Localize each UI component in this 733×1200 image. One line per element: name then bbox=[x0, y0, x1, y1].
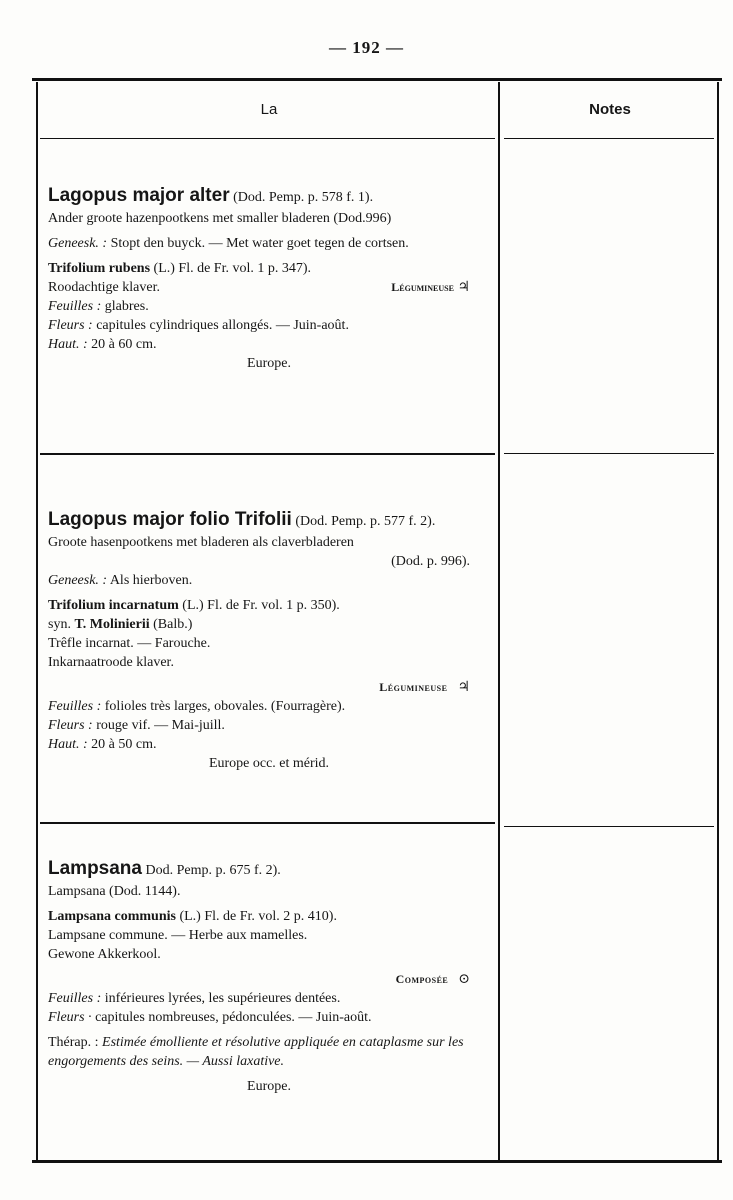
flemish-name: Lampsana (Dod. 1144). bbox=[48, 884, 181, 899]
geneesk-line bbox=[48, 571, 490, 590]
feuilles-text: glabres. bbox=[104, 299, 149, 314]
entry-title: Lagopus major alter bbox=[48, 185, 230, 206]
entry-reference: (Dod. Pemp. p. 577 f. 2). bbox=[295, 514, 436, 529]
feuilles-label: Feuilles : bbox=[48, 699, 102, 714]
synonym-reference: (Balb.) bbox=[153, 617, 193, 632]
geneesk-text: Stopt den buyck. — Met water goet tegen de cortsen. bbox=[110, 236, 409, 251]
section-rule-right-1 bbox=[504, 453, 714, 454]
entry-lagopus-major-alter bbox=[48, 183, 490, 373]
therap-label: Thérap. : bbox=[48, 1035, 99, 1050]
species-name: Lampsana communis bbox=[48, 909, 176, 924]
common-name: Roodachtige klaver. bbox=[48, 280, 160, 295]
right-border bbox=[717, 82, 719, 1162]
species-reference: (L.) Fl. de Fr. vol. 2 p. 410). bbox=[179, 909, 337, 924]
haut-line bbox=[48, 335, 490, 354]
section-rule-left-1 bbox=[40, 453, 495, 455]
synonym-name: T. Molinierii bbox=[74, 617, 150, 632]
common-name-flemish: Inkarnaatroode klaver. bbox=[48, 655, 174, 670]
entry-lampsana bbox=[48, 856, 490, 1096]
region: Europe occ. et mérid. bbox=[208, 756, 330, 771]
feuilles-line bbox=[48, 989, 490, 1008]
common-name-french: Trêfle incarnat. — Farouche. bbox=[48, 636, 211, 651]
entry-title: Lagopus major folio Trifolii bbox=[48, 509, 292, 530]
synonym-line bbox=[48, 615, 490, 634]
feuilles-text: folioles très larges, obovales. (Fourragère). bbox=[104, 699, 346, 714]
section-rule-right-2 bbox=[504, 826, 714, 827]
feuilles-text: inférieures lyrées, les supérieures dentées. bbox=[104, 991, 341, 1006]
species-reference: (L.) Fl. de Fr. vol. 1 p. 350). bbox=[182, 598, 340, 613]
perennial-symbol-icon: ♃ bbox=[457, 280, 470, 295]
synonym-label: syn. bbox=[48, 617, 71, 632]
column-divider bbox=[498, 82, 500, 1162]
fleurs-line bbox=[48, 316, 490, 335]
haut-label: Haut. : bbox=[48, 737, 88, 752]
fleurs-text: capitules cylindriques allongés. — Juin-août. bbox=[96, 318, 349, 333]
family-name: Légumineuse bbox=[379, 680, 448, 694]
region: Europe. bbox=[247, 356, 291, 371]
species-line bbox=[48, 596, 490, 615]
species-name: Trifolium rubens bbox=[48, 261, 151, 276]
fleurs-text: capitules nombreuses, pédonculées. — Juin-août. bbox=[95, 1010, 372, 1025]
column-header-notes: Notes bbox=[589, 101, 631, 118]
fleurs-label: Fleurs : bbox=[48, 318, 93, 333]
geneesk-label: Geneesk. : bbox=[48, 236, 108, 251]
haut-text: 20 à 60 cm. bbox=[91, 337, 157, 352]
fleurs-label: Fleurs : bbox=[48, 718, 93, 733]
top-rule bbox=[32, 78, 722, 81]
flemish-name: Ander groote hazenpootkens met smaller bladeren (Dod.996) bbox=[48, 211, 392, 226]
common-name-french: Lampsane commune. — Herbe aux mamelles. bbox=[48, 928, 308, 943]
perennial-symbol-icon: ♃ bbox=[457, 680, 470, 695]
left-border bbox=[36, 82, 38, 1162]
section-rule-left-2 bbox=[40, 822, 495, 824]
haut-line bbox=[48, 735, 490, 754]
entry-title-line bbox=[48, 856, 490, 882]
flemish-name: Groote hasenpootkens met bladeren als claverbladeren bbox=[48, 535, 354, 550]
entry-title: Lampsana bbox=[48, 858, 142, 879]
feuilles-line bbox=[48, 697, 490, 716]
fleurs-line bbox=[48, 1008, 490, 1027]
family-line bbox=[48, 970, 490, 989]
annual-symbol-icon: ⊙ bbox=[458, 972, 470, 987]
haut-text: 20 à 50 cm. bbox=[91, 737, 157, 752]
species-line bbox=[48, 907, 490, 926]
common-name-flemish: Gewone Akkerkool. bbox=[48, 947, 161, 962]
geneesk-label: Geneesk. : bbox=[48, 573, 108, 588]
fleurs-label: Fleurs · bbox=[48, 1010, 92, 1025]
header-rule-right bbox=[504, 138, 714, 139]
header-rule-left bbox=[40, 138, 495, 139]
entry-reference: (Dod. Pemp. p. 578 f. 1). bbox=[233, 190, 374, 205]
family-line bbox=[48, 678, 490, 697]
haut-label: Haut. : bbox=[48, 337, 88, 352]
entry-title-line bbox=[48, 507, 490, 533]
feuilles-label: Feuilles : bbox=[48, 991, 102, 1006]
feuilles-label: Feuilles : bbox=[48, 299, 102, 314]
geneesk-line bbox=[48, 234, 490, 253]
flemish-reference: (Dod. p. 996). bbox=[391, 554, 470, 569]
species-line bbox=[48, 259, 490, 278]
page-number: — 192 — bbox=[329, 38, 404, 57]
therap-text: Estimée émolliente et résolutive appliquée en cataplasme sur les engorgements des seins. — Aussi laxative. bbox=[48, 1035, 464, 1069]
therap-line bbox=[48, 1033, 490, 1071]
fleurs-line bbox=[48, 716, 490, 735]
entry-title-line bbox=[48, 183, 490, 209]
region: Europe. bbox=[247, 1079, 291, 1094]
entry-lagopus-major-folio-trifolii bbox=[48, 507, 490, 773]
bottom-rule bbox=[32, 1160, 722, 1163]
family-name: Légumineuse bbox=[391, 280, 454, 294]
entry-reference: Dod. Pemp. p. 675 f. 2). bbox=[145, 863, 281, 878]
species-reference: (L.) Fl. de Fr. vol. 1 p. 347). bbox=[153, 261, 312, 276]
common-family-line bbox=[48, 278, 490, 297]
geneesk-text: Als hierboven. bbox=[109, 573, 193, 588]
species-name: Trifolium incarnatum bbox=[48, 598, 179, 613]
column-header-la: La bbox=[260, 101, 278, 118]
fleurs-text: rouge vif. — Mai-juill. bbox=[96, 718, 225, 733]
feuilles-line bbox=[48, 297, 490, 316]
family-name: Composée bbox=[395, 972, 449, 986]
